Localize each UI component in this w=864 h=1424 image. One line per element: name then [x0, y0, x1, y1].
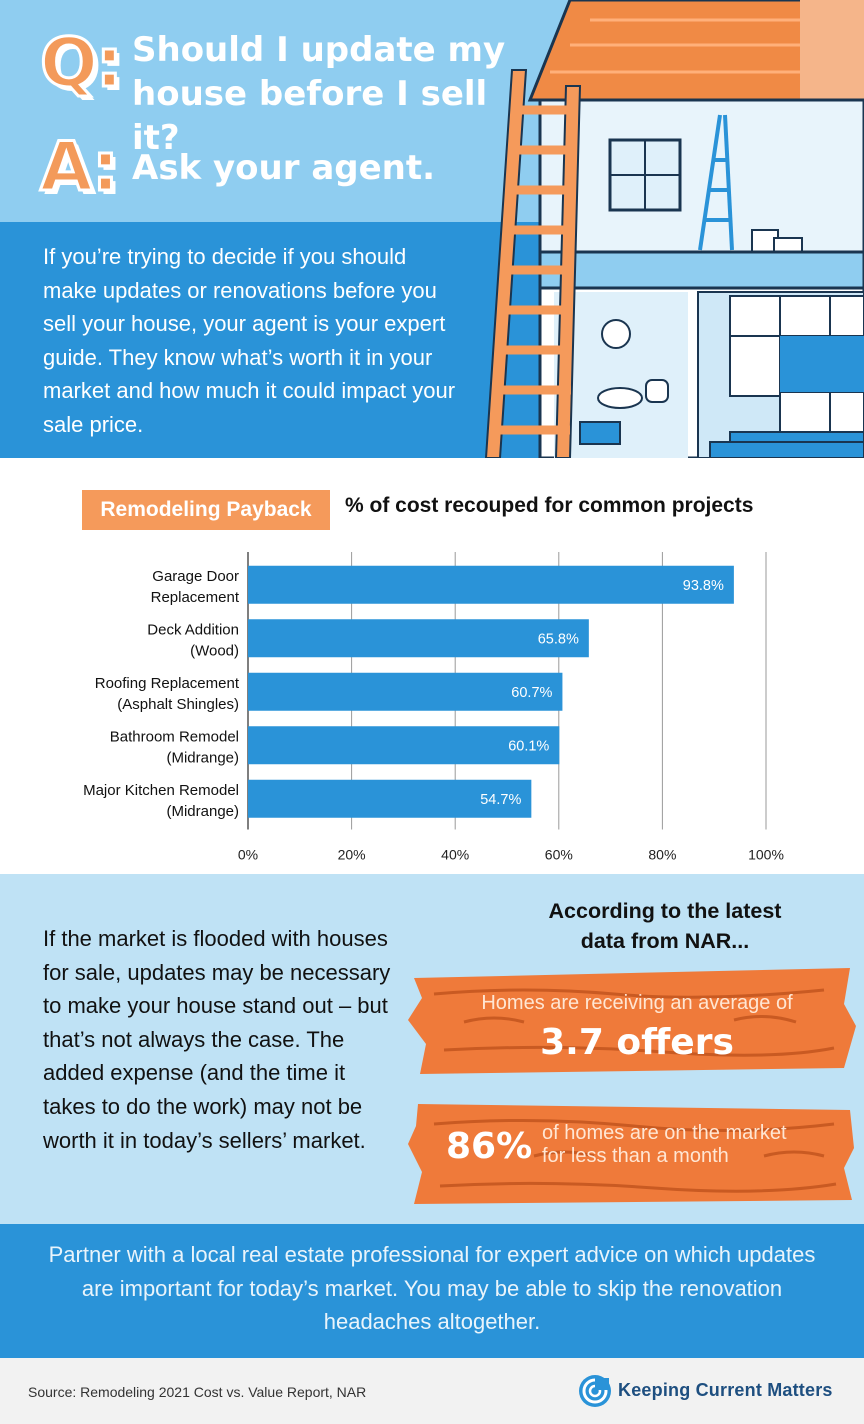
chart-section	[0, 458, 864, 874]
nar-heading	[470, 896, 860, 956]
x-tick-label: 100%	[748, 846, 784, 863]
category-label: (Asphalt Shingles)	[117, 695, 239, 713]
category-label: Garage Door	[152, 567, 239, 585]
bar-chart	[0, 458, 864, 874]
a-mark: A:	[40, 128, 118, 207]
house-illustration	[470, 0, 864, 458]
q-mark: Q:	[40, 24, 121, 103]
source-citation: Source: Remodeling 2021 Cost vs. Value Report, NAR	[28, 1384, 367, 1400]
bar-value-label: 93.8%	[682, 577, 724, 594]
category-label: (Midrange)	[166, 802, 239, 820]
header	[0, 0, 864, 458]
nar-heading-line-1: According to the latest	[548, 899, 782, 923]
category-label: (Wood)	[190, 642, 239, 660]
x-tick-label: 20%	[337, 846, 366, 863]
days-caption-line-1: of homes are on the market	[542, 1122, 787, 1144]
nar-heading-line-2: data from NAR...	[580, 929, 750, 953]
category-label: Bathroom Remodel	[109, 728, 239, 746]
footer	[0, 1358, 864, 1424]
days-caption-line-2: for less than a month	[542, 1145, 729, 1167]
bar-value-label: 60.1%	[508, 738, 550, 755]
remodeling-payback-badge: Remodeling Payback	[82, 490, 330, 530]
chart-subtitle: % of cost recouped for common projects	[345, 494, 754, 517]
days-stat: 86%	[446, 1126, 533, 1167]
category-label: Roofing Replacement	[94, 674, 239, 692]
bar-value-label: 54.7%	[480, 791, 522, 808]
intro-paragraph: If you’re trying to decide if you should make updates or renovations before you sell your house, your agent is your expert guide. They know what’s worth it in your market and how much it could impact your sale price.	[43, 244, 456, 437]
x-tick-label: 40%	[441, 846, 470, 863]
category-label: Replacement	[150, 588, 239, 606]
x-tick-label: 0%	[237, 846, 259, 863]
x-tick-label: 60%	[544, 846, 573, 863]
bar-value-label: 65.8%	[537, 631, 579, 648]
kcm-logo-icon	[578, 1374, 612, 1408]
partner-paragraph: Partner with a local real estate professional for expert advice on which updates are important for today’s market. You may be able to skip the renovation headaches altogether.	[48, 1242, 816, 1334]
days-caption	[542, 1122, 842, 1168]
category-label: Major Kitchen Remodel	[83, 781, 239, 799]
bar	[248, 566, 734, 604]
offers-caption: Homes are receiving an average of	[481, 992, 793, 1014]
nar-section	[0, 874, 864, 1224]
question-text: Should I update my house before I sell it?	[132, 30, 506, 158]
market-paragraph: If the market is flooded with houses for sale, updates may be necessary to make your house stand out – but that’s not always the case. The added expense (and the time it takes to do the work) may not be worth it in today’s sellers’ market.	[43, 926, 391, 1153]
category-label: (Midrange)	[166, 749, 239, 767]
partner-section	[0, 1224, 864, 1358]
offers-stat: 3.7 offers	[540, 1022, 734, 1063]
x-tick-label: 80%	[648, 846, 677, 863]
bar-value-label: 60.7%	[511, 684, 553, 701]
brand-name: Keeping Current Matters	[618, 1380, 833, 1400]
category-label: Deck Addition	[147, 621, 239, 639]
answer-text: Ask your agent.	[132, 148, 436, 188]
